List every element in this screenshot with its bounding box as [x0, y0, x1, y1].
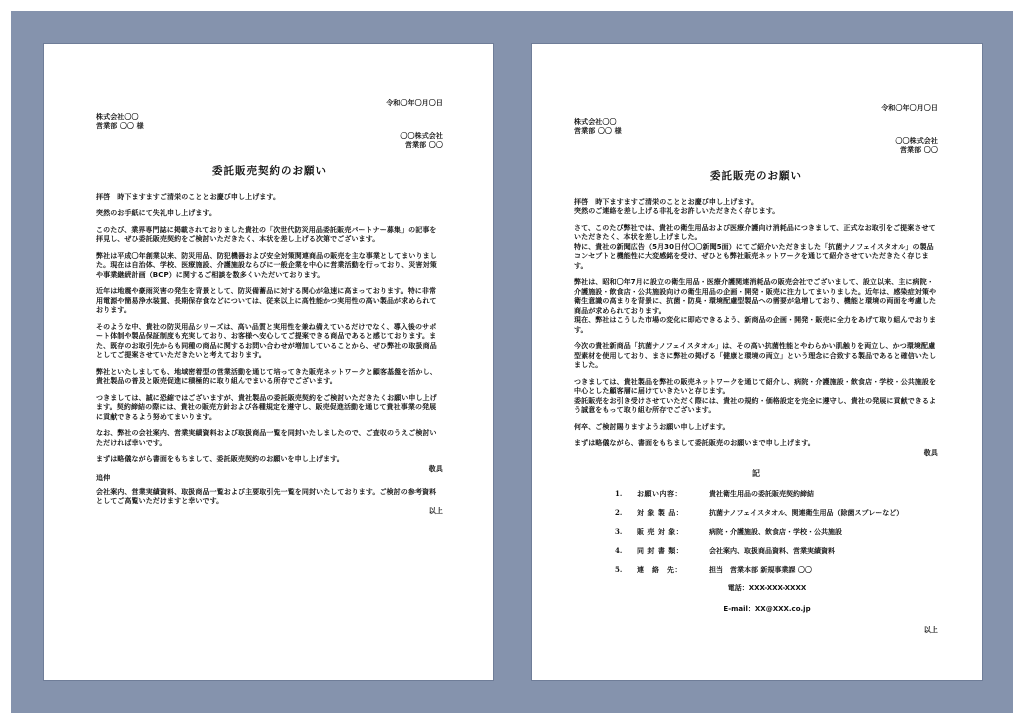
closing: 敬具	[428, 464, 443, 473]
paragraph: 何卒、ご検討賜りますようお願い申し上げます。	[574, 422, 730, 431]
paragraph: 現在、弊社はこうした市場の変化に即応できるよう、新商品の企画・開発・販売に全力をあげて取り組んでおります。	[574, 316, 937, 334]
date: 令和〇年〇月〇日	[881, 104, 938, 112]
list-item: 2. 対 象 製 品： 抗菌ナノフェイスタオル、関連衛生用品（除菌スプレーなど）	[615, 508, 904, 517]
date: 令和〇年〇月〇日	[386, 99, 443, 107]
paragraph: 近年は地震や豪雨災害の発生を背景として、防災備蓄品に対する関心が急速に高まっております。特に非常用電源や簡易浄水装置、長期保存食などについては、従来以上に高性能かつ実用性の高い製品が求められております。	[96, 287, 437, 314]
paragraph: さて、このたび弊社では、貴社の衛生用品および医療介護向け消耗品につきまして、正式なお取引をご提案させていただきたく、本状を差し上げました。	[574, 223, 936, 241]
sender-company: 〇〇株式会社	[400, 131, 443, 140]
postscript-body: 会社案内、営業実績資料、取扱商品一覧および主要取引先一覧を同封いたしております。ご検討の参考資料としてご高覧いただけますと幸いです。	[96, 487, 437, 505]
recipient-person: 営業部 〇〇 様	[574, 127, 622, 135]
paragraph: 突然のお手紙にて失礼申し上げます。	[96, 209, 217, 217]
paragraph: まずは略儀ながら書面をもちまして、委託販売契約のお願いを申し上げます。	[96, 455, 344, 463]
details-list	[615, 489, 938, 574]
list-item: 5. 連 絡 先： 担当 営業本部 新規事業課 〇〇	[615, 565, 812, 574]
recipient-person: 営業部 〇〇 様	[96, 122, 144, 130]
contact-phone: 電話：XXX-XXX-XXXX	[727, 584, 807, 592]
sender-person: 営業部 〇〇	[899, 146, 938, 154]
letter-title: 委託販売のお願い	[710, 170, 802, 182]
letter-title: 委託販売契約のお願い	[212, 165, 327, 177]
paragraph: まずは略儀ながら、書面をもちまして委託販売のお願いまで申し上げます。	[574, 439, 815, 447]
paragraph: 特に、貴社の新聞広告（5月30日付〇〇新聞5面）にてご紹介いただきました「抗菌ナノフェイスタオル」の製品コンセプトと機能性に大変感銘を受け、ぜひとも弊社販売ネットワークを通じて紹介させていただきたく存じます。	[574, 242, 934, 270]
list-item: 1. お願い内容： 貴社衛生用品の委託販売契約締結	[615, 489, 814, 498]
greeting: 拝啓 時下ますますご清栄のこととお慶び申し上げます。	[574, 197, 759, 206]
paragraph: そのような中、貴社の防災用品シリーズは、高い品質と実用性を兼ね備えているだけでなく、導入後のサポート体制や製品保証制度も充実しており、お客様へ安心してご提案できる商品であると感じております。また、既存のお取引先からも同種の商品に関するお問い合わせが増加していることから、ぜひ弊社の取扱商品としてご提案させていただきたいと考えております。	[96, 322, 437, 359]
sender-company: 〇〇株式会社	[895, 136, 938, 145]
paragraph: 弊社は平成〇年創業以来、防災用品、防犯機器および安全対策関連商品の販売を主な事業としてまいりました。現在は自治体、学校、医療施設、介護施設ならびに一般企業を中心に営業活動を行っており、災害対策や事業継続計画（BCP）に関するご相談を数多くいただいております。	[96, 251, 437, 279]
end-mark: 以上	[923, 626, 938, 634]
greeting-continued: 突然のご連絡を差し上げる非礼をお許しいただきたく存じます。	[574, 207, 780, 215]
letter-page-right	[532, 44, 982, 680]
closing: 敬具	[923, 448, 938, 457]
greeting: 拝啓 時下ますますご清栄のこととお慶び申し上げます。	[96, 192, 281, 201]
letter-page-left	[44, 44, 493, 680]
ki-heading: 記	[752, 469, 760, 478]
paragraph: このたび、業界専門誌に掲載されておりました貴社の「次世代防災用品委託販売パートナー募集」の記事を拝見し、ぜひ委託販売契約をご検討いただきたく、本状を差し上げる次第でございます。	[96, 225, 437, 243]
recipient-company: 株式会社〇〇	[96, 112, 139, 121]
contact-email: E-mail：XX@XXX.co.jp	[723, 605, 811, 613]
paragraph: 弊社といたしましても、地域密着型の営業活動を通じて培ってきた販売ネットワークと顧客基盤を活かし、貴社製品の普及と販売促進に積極的に取り組んでまいる所存でございます。	[96, 367, 437, 385]
paragraph: 今次の貴社新商品「抗菌ナノフェイスタオル」は、その高い抗菌性能とやわらかい肌触りを両立し、かつ環境配慮型素材を使用しており、まさに弊社の掲げる「健康と環境の両立」という理念に合致する製品であると確信いたしました。	[574, 342, 937, 369]
sender-person: 営業部 〇〇	[404, 141, 443, 149]
list-item: 4. 同 封 書 類： 会社案内、取扱商品資料、営業実績資料	[615, 546, 835, 555]
recipient-company: 株式会社〇〇	[574, 117, 617, 126]
paragraph: つきましては、誠に恐縮ではございますが、貴社製品の委託販売契約をご検討いただきたくお願い申し上げます。契約締結の際には、貴社の販売方針および各種規定を遵守し、販売促進活動を通じて貴社事業の発展に貢献できるよう努めてまいります。	[96, 393, 437, 421]
list-item: 3. 販 売 対 象： 病院・介護施設、飲食店・学校・公共施設	[615, 527, 842, 536]
paragraph: なお、弊社の会社案内、営業実績資料および取扱商品一覧を同封いたしましたので、ご査収のうえご検討いただければ幸いです。	[96, 429, 437, 447]
paragraph: 委託販売をお引き受けさせていただく際には、貴社の規約・価格設定を完全に遵守し、貴社の発展に貢献できるよう誠意をもって取り組む所存でございます。	[574, 396, 937, 414]
paragraph: つきましては、貴社製品を弊社の販売ネットワークを通じて紹介し、病院・介護施設・飲食店・学校・公共施設を中心とした顧客層に届けていきたいと存じます。	[574, 377, 937, 395]
end-mark: 以上	[428, 506, 443, 515]
postscript-heading: 追伸	[96, 474, 111, 482]
paragraph: 弊社は、昭和〇年7月に設立の衛生用品・医療介護関連消耗品の販売会社でございまして、設立以来、主に病院・介護施設・飲食店・公共施設向けの衛生用品の企画・開発・販売に注力してまいりました。近年は、感染症対策や衛生意識の高まりを背景に、抗菌・防臭・環境配慮型製品への需要が急増しており、機能と環境の両面を考慮した商品が求められております。	[574, 278, 937, 315]
